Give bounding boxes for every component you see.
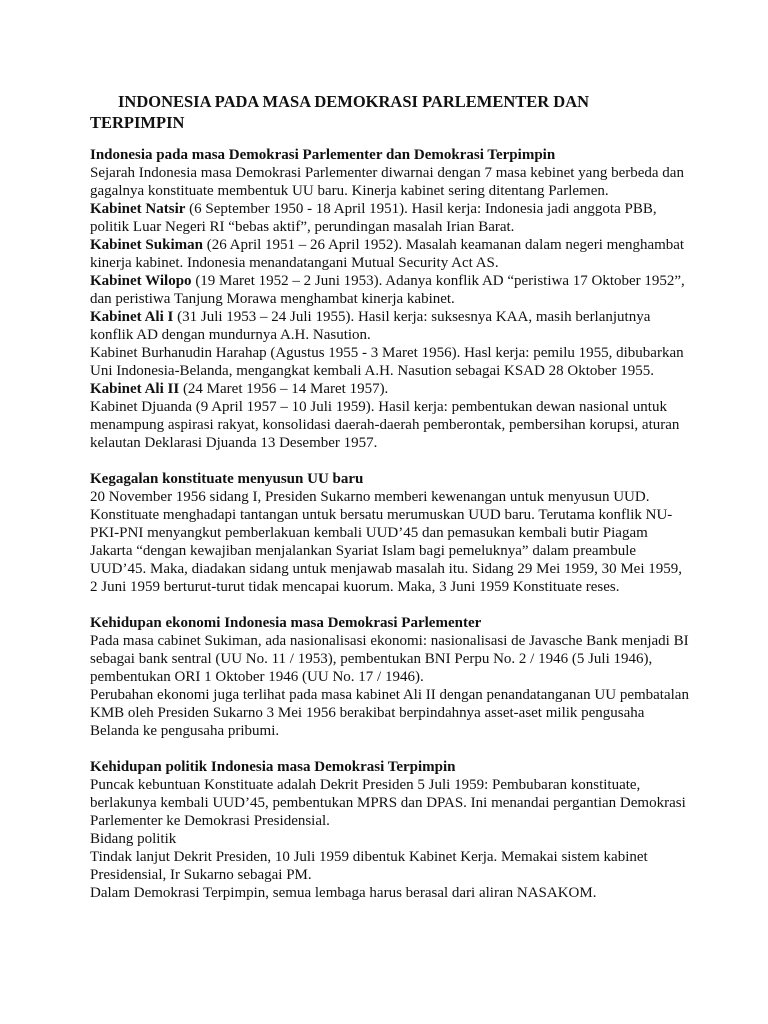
section-heading: Kehidupan politik Indonesia masa Demokrasi Terpimpin xyxy=(90,759,456,775)
paragraph xyxy=(90,632,690,686)
paragraph xyxy=(90,200,690,236)
paragraph-text: (6 September 1950 - 18 April 1951). Hasil kerja: Indonesia jadi anggota PBB, politik Luar Negeri RI “bebas aktif”, perundingan masalah Irian Barat. xyxy=(90,201,657,235)
paragraph xyxy=(90,272,690,308)
paragraph-text: Kabinet Djuanda (9 April 1957 – 10 Juli 1959). Hasil kerja: pembentukan dewan nasional untuk menampung aspirasi rakyat, konsolidasi daerah-daerah pemberontak, pembersihan korupsi, aturan kelautan Deklarasi Djuanda 13 Desember 1957. xyxy=(90,399,680,451)
paragraph xyxy=(90,776,690,830)
paragraph xyxy=(90,344,690,380)
cabinet-label: Kabinet Wilopo xyxy=(90,273,192,289)
paragraph xyxy=(90,308,690,344)
cabinet-label: Kabinet Natsir xyxy=(90,201,186,217)
cabinet-label: Kabinet Ali I xyxy=(90,309,174,325)
paragraph xyxy=(90,848,690,884)
paragraph xyxy=(90,164,690,200)
paragraph-text: Puncak kebuntuan Konstituate adalah Dekrit Presiden 5 Juli 1959: Pembubaran konstituate, berlakunya kembali UUD’45, pembentukan MPRS dan DPAS. Ini menandai pergantian Demokrasi Parlementer ke Demokrasi Presidensial. xyxy=(90,777,686,829)
paragraph xyxy=(90,398,690,452)
document-body xyxy=(90,146,690,920)
document-title: INDONESIA PADA MASA DEMOKRASI PARLEMENTER DAN TERPIMPIN xyxy=(90,92,590,132)
paragraph xyxy=(90,488,690,596)
paragraph xyxy=(90,236,690,272)
section-heading: Kegagalan konstituate menyusun UU baru xyxy=(90,471,364,487)
paragraph xyxy=(90,380,690,398)
section xyxy=(90,146,690,452)
paragraph-text: Dalam Demokrasi Terpimpin, semua lembaga harus berasal dari aliran NASAKOM. xyxy=(90,885,597,901)
section-heading: Kehidupan ekonomi Indonesia masa Demokrasi Parlementer xyxy=(90,615,482,631)
paragraph-text: (24 Maret 1956 – 14 Maret 1957). xyxy=(179,381,389,397)
paragraph-text: Bidang politik xyxy=(90,831,177,847)
paragraph-text: (31 Juli 1953 – 24 Juli 1955). Hasil kerja: suksesnya KAA, masih berlanjutnya konflik AD dengan mundurnya A.H. Nasution. xyxy=(90,309,651,343)
paragraph xyxy=(90,830,690,848)
paragraph xyxy=(90,884,690,902)
paragraph-text: Perubahan ekonomi juga terlihat pada masa kabinet Ali II dengan penandatanganan UU pembatalan KMB oleh Presiden Sukarno 3 Mei 1956 berakibat berpindahnya asset-aset milik pengusaha Belanda ke pengusaha pribumi. xyxy=(90,687,689,739)
section xyxy=(90,614,690,740)
cabinet-label: Kabinet Ali II xyxy=(90,381,180,397)
section xyxy=(90,470,690,596)
paragraph xyxy=(90,686,690,740)
paragraph-text: Tindak lanjut Dekrit Presiden, 10 Juli 1959 dibentuk Kabinet Kerja. Memakai sistem kabinet Presidensial, Ir Sukarno sebagai PM. xyxy=(90,849,648,883)
paragraph-text: (26 April 1951 – 26 April 1952). Masalah keamanan dalam negeri menghambat kinerja kabinet. Indonesia menandatangani Mutual Security Act AS. xyxy=(90,237,685,271)
paragraph-text: (19 Maret 1952 – 2 Juni 1953). Adanya konflik AD “peristiwa 17 Oktober 1952”, dan peristiwa Tanjung Morawa menghambat kinerja kabinet. xyxy=(90,273,685,307)
cabinet-label: Kabinet Sukiman xyxy=(90,237,203,253)
section-heading: Indonesia pada masa Demokrasi Parlementer dan Demokrasi Terpimpin xyxy=(90,147,556,163)
paragraph-text: Sejarah Indonesia masa Demokrasi Parlementer diwarnai dengan 7 masa kebinet yang berbeda dan gagalnya konstituate membentuk UU baru. Kinerja kabinet sering ditentang Parlemen. xyxy=(90,165,684,199)
paragraph-text: Kabinet Burhanudin Harahap (Agustus 1955 - 3 Maret 1956). Hasl kerja: pemilu 1955, dibubarkan Uni Indonesia-Belanda, mengangkat kembali A.H. Nasution sebagai KSAD 28 Oktober 1955. xyxy=(90,345,684,379)
paragraph-text: 20 November 1956 sidang I, Presiden Sukarno memberi kewenangan untuk menyusun UUD. Konstituate menghadapi tantangan untuk bersatu merumuskan UUD baru. Terutama konflik NU-PKI-PNI menyangkut pemberlakuan kembali UUD’45 dan pemasukan kembali butir Piagam Jakarta “dengan kewajiban menjalankan Syariat Islam bagi pemeluknya” dalam preambule UUD’45. Maka, diadakan sidang untuk menjawab masalah itu. Sidang 29 Mei 1959, 30 Mei 1959, 2 Juni 1959 berturut-turut tidak mencapai kuorum. Maka, 3 Juni 1959 Konstituate reses. xyxy=(90,489,682,595)
paragraph-text: Pada masa cabinet Sukiman, ada nasionalisasi ekonomi: nasionalisasi de Javasche Bank menjadi BI sebagai bank sentral (UU No. 11 / 1953), pembentukan BNI Perpu No. 2 / 1946 (5 Juli 1946), pembentukan ORI 1 Oktober 1946 (UU No. 17 / 1946). xyxy=(90,633,689,685)
section xyxy=(90,758,690,902)
